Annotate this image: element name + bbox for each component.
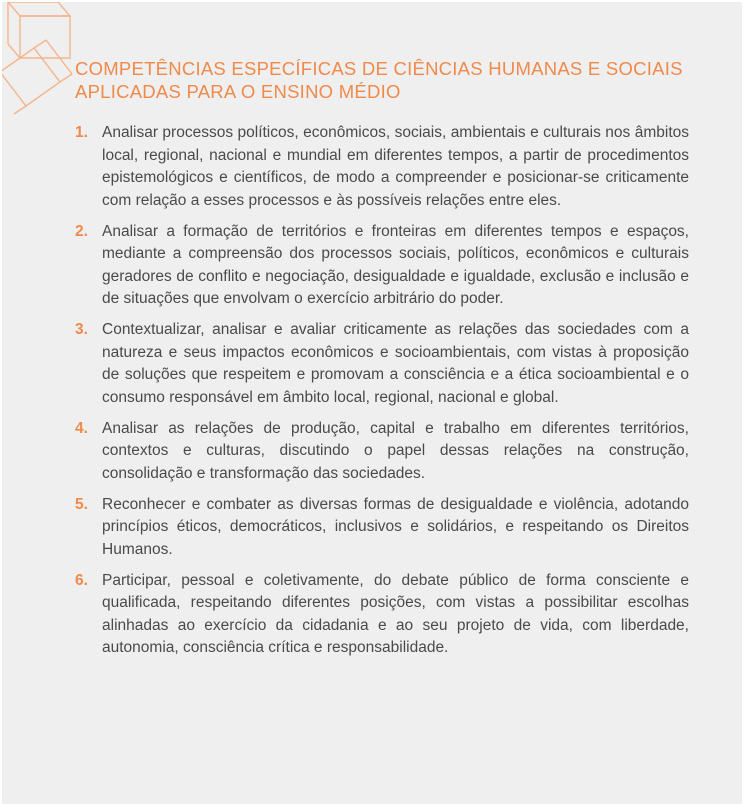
- item-number: 6.: [75, 571, 88, 589]
- list-item: [75, 418, 689, 486]
- item-text: Reconhecer e combater as diversas formas de desigualdade e violência, adotando princípios éticos, democráticos, inclusivos e solidários, e respeitando os Direitos Humanos.: [102, 495, 689, 558]
- document-page: [2, 2, 742, 804]
- item-number: 1.: [75, 124, 88, 141]
- page-title: COMPETÊNCIAS ESPECÍFICAS DE CIÊNCIAS HUMANAS E SOCIAIS APLICADAS PARA O ENSINO MÉDIO: [75, 58, 683, 102]
- list-item: [75, 319, 689, 409]
- list-item: [75, 494, 689, 562]
- outlined-cubes-decoration-icon: [2, 2, 80, 120]
- item-number: 3.: [75, 321, 88, 338]
- list-item: [75, 221, 689, 311]
- item-text: Analisar processos políticos, econômicos, sociais, ambientais e culturais nos âmbitos local, regional, nacional e mundial em diferentes tempos, a partir de procedimentos epistemológicos e científicos, de modo a compreender e posicionar-se criticamente com relação a esses processos e às possíveis relações entre eles.: [102, 124, 689, 209]
- item-text: Participar, pessoal e coletivamente, do debate público de forma consciente e qualificada, respeitando diferentes posições, com vistas a possibilitar escolhas alinhadas ao exercício da cidadania e ao seu projeto de vida, com liberdade, autonomia, consciência crítica e responsabilidade.: [102, 571, 689, 656]
- competencies-list: [75, 122, 689, 668]
- item-text: Analisar a formação de territórios e fronteiras em diferentes tempos e espaços, mediante a compreensão dos processos sociais, políticos, econômicos e culturais geradores de conflito e negociação, desigualdade e igualdade, exclusão e inclusão e de situações que envolvam o exercício arbitrário do poder.: [102, 222, 689, 307]
- list-item: [75, 570, 689, 660]
- item-number: 2.: [75, 222, 88, 240]
- item-number: 4.: [75, 419, 88, 437]
- item-text: Contextualizar, analisar e avaliar criticamente as relações das sociedades com a natureza e seus impactos econômicos e socioambientais, com vistas à proposição de soluções que respeitem e promovam a consciência e a ética socioambiental e o consumo responsável em âmbito local, regional, nacional e global.: [102, 321, 689, 406]
- item-text: Analisar as relações de produção, capital e trabalho em diferentes territórios, contextos e culturas, discutindo o papel dessas relações na construção, consolidação e transformação das sociedades.: [102, 419, 689, 482]
- list-item: [75, 122, 689, 212]
- item-number: 5.: [75, 495, 88, 513]
